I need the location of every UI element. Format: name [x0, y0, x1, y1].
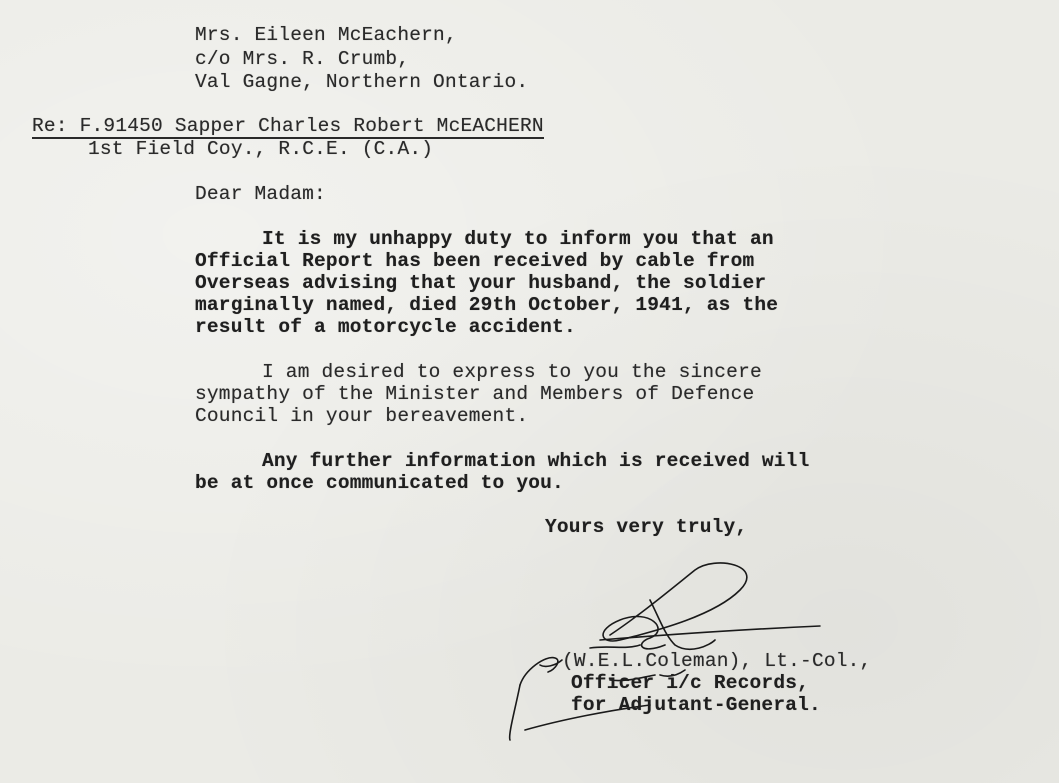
recipient-location: Val Gagne, Northern Ontario.	[195, 71, 529, 93]
salutation: Dear Madam:	[195, 183, 326, 205]
paragraph-1-line: It is my unhappy duty to inform you that an	[262, 228, 774, 250]
closing: Yours very truly,	[545, 516, 748, 538]
reference-line: Re: F.91450 Sapper Charles Robert McEACHERN	[32, 115, 544, 137]
paragraph-1-line: marginally named, died 29th October, 1941, as the	[195, 294, 779, 316]
paragraph-2-line: sympathy of the Minister and Members of Defence	[195, 383, 755, 405]
signatory-title: Officer i/c Records,	[571, 672, 810, 694]
signatory-name: (W.E.L.Coleman), Lt.-Col.,	[562, 650, 872, 672]
signatory-for: for Adjutant-General.	[571, 694, 821, 716]
reference-unit: 1st Field Coy., R.C.E. (C.A.)	[88, 138, 434, 160]
paragraph-1-line: Overseas advising that your husband, the soldier	[195, 272, 767, 294]
paragraph-3-line: be at once communicated to you.	[195, 472, 564, 494]
recipient-care-of: c/o Mrs. R. Crumb,	[195, 48, 410, 70]
paragraph-2-line: Council in your bereavement.	[195, 405, 529, 427]
paragraph-3-line: Any further information which is received will	[262, 450, 810, 472]
recipient-name: Mrs. Eileen McEachern,	[195, 24, 457, 46]
paragraph-1-line: result of a motorcycle accident.	[195, 316, 576, 338]
paragraph-2-line: I am desired to express to you the sincere	[262, 361, 762, 383]
paragraph-1-line: Official Report has been received by cable from	[195, 250, 755, 272]
